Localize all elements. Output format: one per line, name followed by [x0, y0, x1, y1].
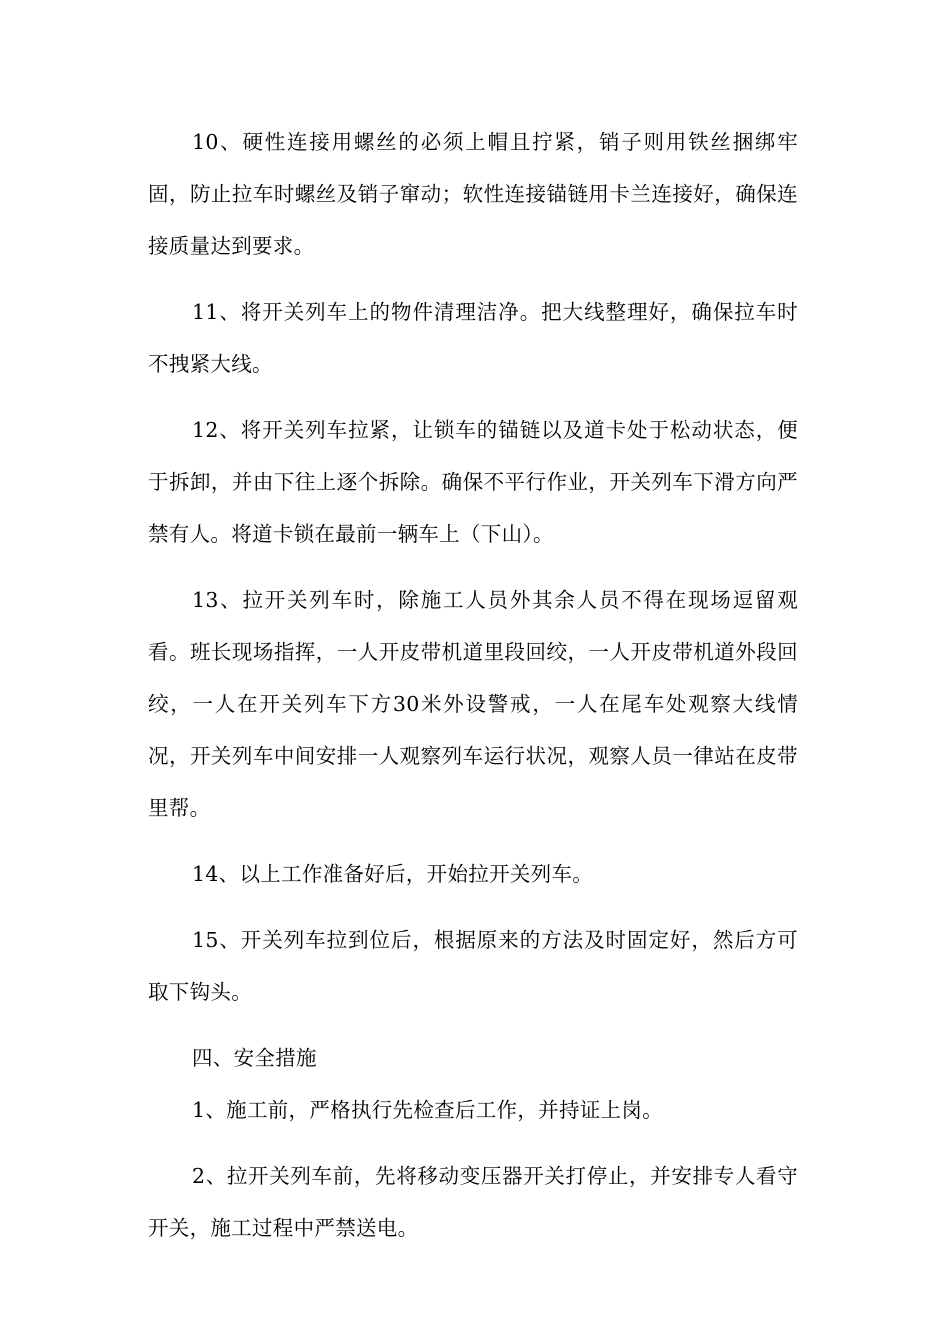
document-page [148, 116, 798, 1268]
paragraph-item-safety-2: 2、拉开关列车前，先将移动变压器开关打停止，并安排专人看守开关，施工过程中严禁送电。 [148, 1164, 798, 1240]
paragraph-item-13: 13、拉开关列车时，除施工人员外其余人员不得在现场逗留观看。班长现场指挥，一人开皮带机道里段回绞，一人开皮带机道外段回绞，一人在开关列车下方30米外设警戒，一人在尾车处观察大线情况，开关列车中间安排一人观察列车运行状况，观察人员一律站在皮带里帮。 [148, 588, 798, 820]
paragraph-item-10: 10、硬性连接用螺丝的必须上帽且拧紧，销子则用铁丝捆绑牢固，防止拉车时螺丝及销子窜动；软性连接锚链用卡兰连接好，确保连接质量达到要求。 [148, 130, 798, 258]
paragraph-item-14: 14、以上工作准备好后，开始拉开关列车。 [192, 862, 594, 886]
paragraph-item-safety-1: 1、施工前，严格执行先检查后工作，并持证上岗。 [192, 1098, 663, 1122]
section-heading-safety: 四、安全措施 [192, 1046, 317, 1070]
paragraph-item-12: 12、将开关列车拉紧，让锁车的锚链以及道卡处于松动状态，便于拆卸，并由下往上逐个拆除。确保不平行作业，开关列车下滑方向严禁有人。将道卡锁在最前一辆车上（下山）。 [148, 418, 798, 546]
paragraph-item-11: 11、将开关列车上的物件清理洁净。把大线整理好，确保拉车时不拽紧大线。 [148, 300, 798, 376]
paragraph-item-15: 15、开关列车拉到位后，根据原来的方法及时固定好，然后方可取下钩头。 [148, 928, 798, 1004]
